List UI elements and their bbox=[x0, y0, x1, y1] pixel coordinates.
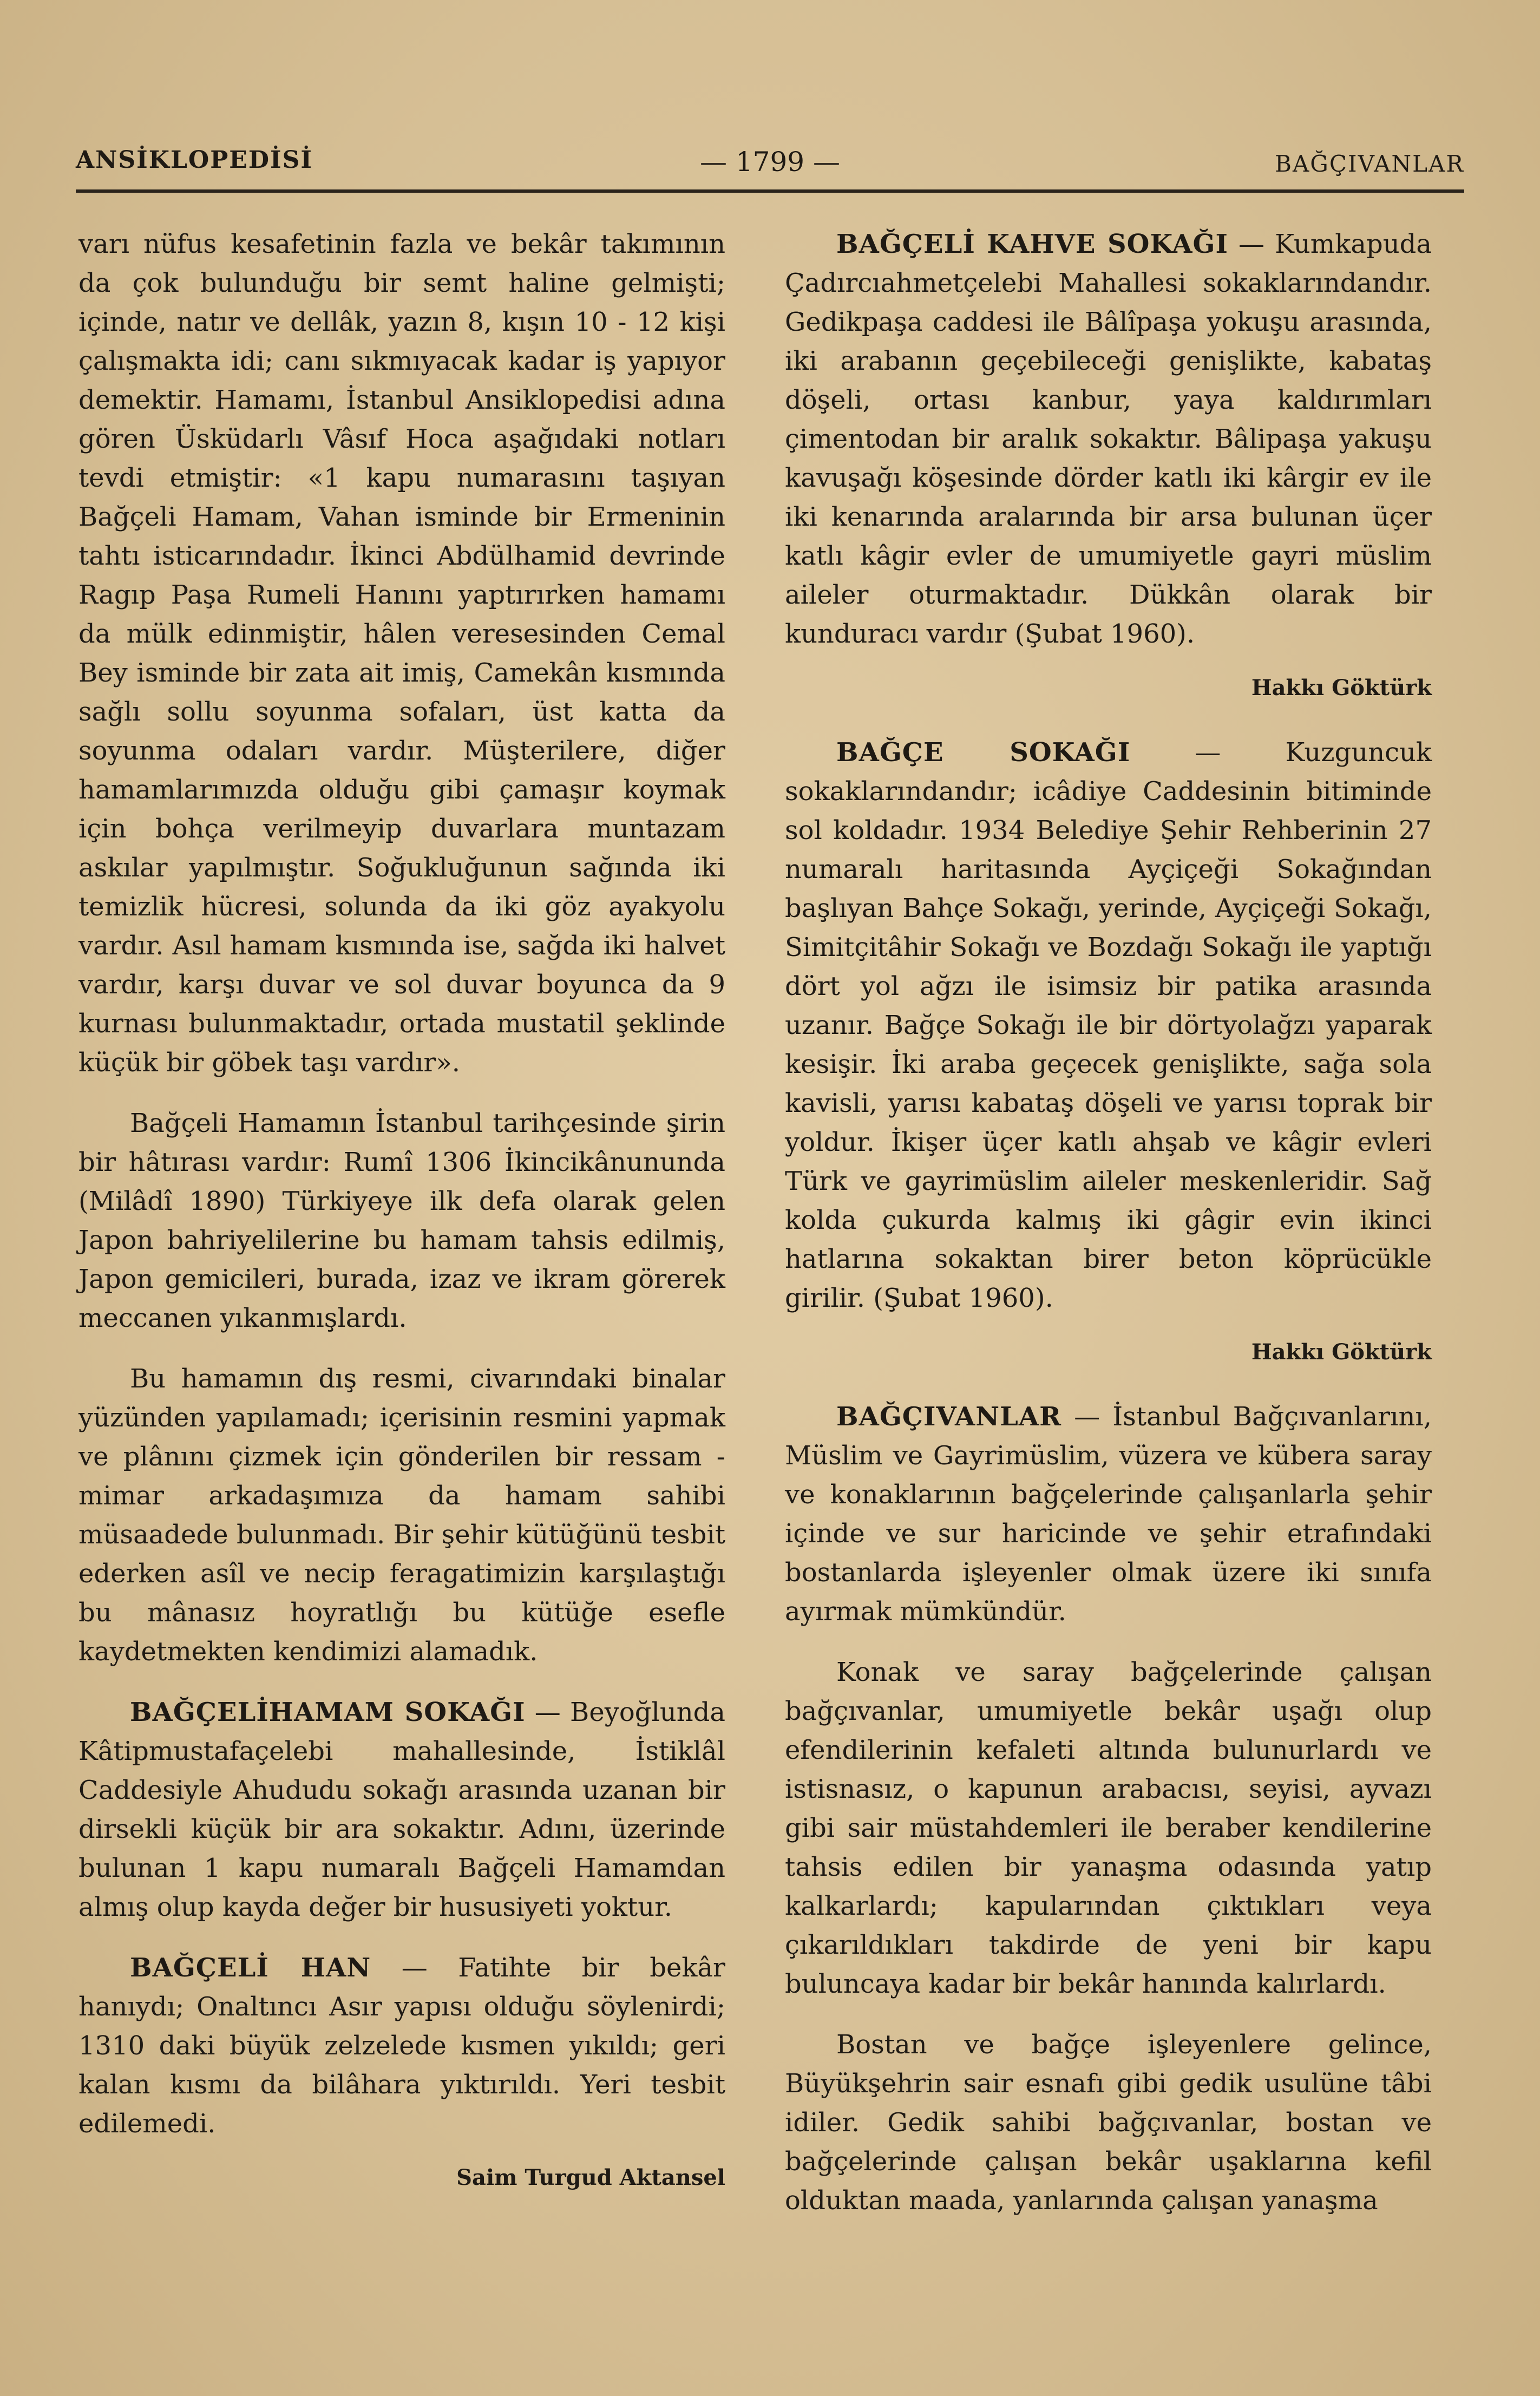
entry-term: BAĞÇELİHAMAM SOKAĞI bbox=[130, 1697, 526, 1727]
entry-term: BAĞÇELİ HAN bbox=[130, 1953, 371, 1983]
header-rule bbox=[76, 189, 1464, 193]
left-column bbox=[78, 225, 725, 2223]
header-left-title: ANSİKLOPEDİSİ bbox=[76, 146, 313, 174]
entry-body: — Beyoğlunda Kâtipmustafaçelebi mahallesinde, İstiklâl Caddesiyle Ahududu sokağı arasında uzanan bir dirsekli küçük bir ara sokaktır. Adını, üzerinde bulunan 1 kapu numaralı Bağçeli Hamamdan almış olup kayda değer bir hususiyeti yoktur. bbox=[78, 1697, 725, 1922]
page-number: — 1799 — bbox=[699, 146, 841, 178]
paragraph: Bostan ve bağçe işleyenlere gelince, Büyükşehrin sair esnafı gibi gedik usulüne tâbi idiler. Gedik sahibi bağçıvanlar, bostan ve bağçelerinde çalışan bekâr uşaklarına kefil olduktan maada, yanlarında çalışan yanaşma bbox=[785, 2030, 1432, 2216]
entry-term: BAĞÇE SOKAĞI bbox=[836, 737, 1131, 768]
entry-body: — Fatihte bir bekâr hanıydı; Onaltıncı Asır yapısı olduğu söylenirdi; 1310 daki büyük zelzelede kısmen yıkıldı; geri kalan kısmı da bilâhara yıktırıldı. Yeri tesbit edilemedi. bbox=[78, 1953, 725, 2139]
entry-body: — İstanbul Bağçıvanlarını, Müslim ve Gayrimüslim, vüzera ve kübera saray ve konaklarının bağçelerinde çalışanlarla şehir içinde ve sur haricinde ve şehir etrafındaki bostanlarda işleyenler olmak üzere iki sınıfa ayırmak mümkündür. bbox=[785, 1402, 1432, 1627]
author-signature: Saim Turgud Aktansel bbox=[456, 2165, 725, 2190]
entry-bagcelihamam-sokagi bbox=[78, 1693, 725, 1927]
running-header bbox=[76, 146, 1464, 189]
entry-bagceli-han bbox=[78, 1948, 725, 2143]
paragraph: Bu hamamın dış resmi, civarındaki binalar yüzünden yapılamadı; içerisinin resmini yapmak ve plânını çizmek için gönderilen bir ressam - mimar arkadaşımıza da hamam sahibi müsaadede bulunmadı. Bir şehir kütüğünü tesbit ederken asîl ve necip feragatimizin karşılaştığı bu mânasız hoyratlığı bu kütüğe esefle kaydetmekten kendimizi alamadık. bbox=[78, 1364, 725, 1667]
entry-bagce-sokagi bbox=[785, 733, 1432, 1318]
right-column bbox=[785, 225, 1432, 2242]
entry-body: — Kumkapuda Çadırcıahmetçelebi Mahallesi sokaklarındandır. Gedikpaşa caddesi ile Bâlîpaşa yokuşu arasında, iki arabanın geçebileceği genişlikte, kabataş döşeli, ortası kanbur, yaya kaldırımları çimentodan bir aralık sokaktır. Bâlipaşa yakuşu kavuşağı köşesinde dörder katlı iki kârgir ev ile iki kenarında aralarında bir arsa bulunan üçer katlı kâgir evler de umumiyetle gayri müslim aileler oturmaktadır. Dükkân olarak bir kunduracı vardır (Şubat 1960). bbox=[785, 229, 1432, 649]
paragraph: Konak ve saray bağçelerinde çalışan bağçıvanlar, umumiyetle bekâr uşağı olup efendilerinin kefaleti altında bulunurlardı ve istisnasız, o kapunun arabacısı, seyisi, ayvazı gibi sair müstahdemleri ile beraber kendilerine tahsis edilen bir yanaşma odasında yatıp kalkarlardı; kapularından çıktıkları veya çıkarıldıkları takdirde de yeni bir kapu buluncaya kadar bir bekâr hanında kalırlardı. bbox=[785, 1657, 1432, 1999]
entry-bagceli-kahve-sokagi bbox=[785, 225, 1432, 653]
entry-body: — Kuzguncuk sokaklarındandır; icâdiye Caddesinin bitiminde sol koldadır. 1934 Belediye Şehir Rehberinin 27 numaralı haritasında Ayçiçeği Sokağından başlıyan Bahçe Sokağı, yerinde, Ayçiçeği Sokağı, Simitçitâhir Sokağı ve Bozdağı Sokağı ile yaptığı dört yol ağzı ile isimsiz bir patika arasında uzanır. Bağçe Sokağı ile bir dörtyolağzı yaparak kesişir. İki araba geçecek genişlikte, sağa sola kavisli, yarısı kabataş döşeli ve yarısı toprak bir yoldur. İkişer üçer katlı ahşab ve kâgir evleri Türk ve gayrimüslim aileler meskenleridir. Sağ kolda çukurda kalmış iki gâgir evin ikinci hatlarına sokaktan birer beton köprücükle girilir. (Şubat 1960). bbox=[785, 737, 1432, 1313]
paragraph: varı nüfus kesafetinin fazla ve bekâr takımının da çok bulunduğu bir semt haline gelmişti; içinde, natır ve dellâk, yazın 8, kışın 10 - 12 kişi çalışmakta idi; canı sıkmıyacak kadar iş yapıyor demektir. Hamamı, İstanbul Ansiklopedisi adına gören Üsküdarlı Vâsıf Hoca aşağıdaki notları tevdi etmiştir: «1 kapu numarasını taşıyan Bağçeli Hamam, Vahan isminde bir Ermeninin tahtı isticarındadır. İkinci Abdülhamid devrinde Ragıp Paşa Rumeli Hanını yaptırırken hamamı da mülk edinmiştir, hâlen veresesinden Cemal Bey isminde bir zata ait imiş, Camekân kısmında sağlı sollu soyunma sofaları, üst katta da soyunma odaları vardır. Müşterilere, diğer hamamlarımızda olduğu gibi çamaşır koymak için bohça verilmeyip duvarlara muntazam askılar yapılmıştır. Soğukluğunun sağında iki temizlik hücresi, solunda da iki göz ayakyolu vardır. Asıl hamam kısmında ise, sağda iki halvet vardır, karşı duvar ve sol duvar boyunca da 9 kurnası bulunmaktadır, ortada mustatil şeklinde küçük bir göbek taşı vardır». bbox=[78, 229, 725, 1078]
paragraph: Bağçeli Hamamın İstanbul tarihçesinde şirin bir hâtırası vardır: Rumî 1306 İkincikânununda (Milâdî 1890) Türkiyeye ilk defa olarak gelen Japon bahriyelilerine bu hamam tahsis edilmiş, Japon gemicileri, burada, izaz ve ikram görerek meccanen yıkanmışlardı. bbox=[78, 1108, 725, 1333]
author-signature: Hakkı Göktürk bbox=[1251, 675, 1432, 701]
author-signature: Hakkı Göktürk bbox=[1251, 1339, 1432, 1365]
entry-term: BAĞÇIVANLAR bbox=[836, 1402, 1061, 1432]
header-right-title: BAĞÇIVANLAR bbox=[1275, 150, 1464, 177]
entry-term: BAĞÇELİ KAHVE SOKAĞI bbox=[836, 229, 1228, 259]
entry-bagcivanlar bbox=[785, 1397, 1432, 1631]
